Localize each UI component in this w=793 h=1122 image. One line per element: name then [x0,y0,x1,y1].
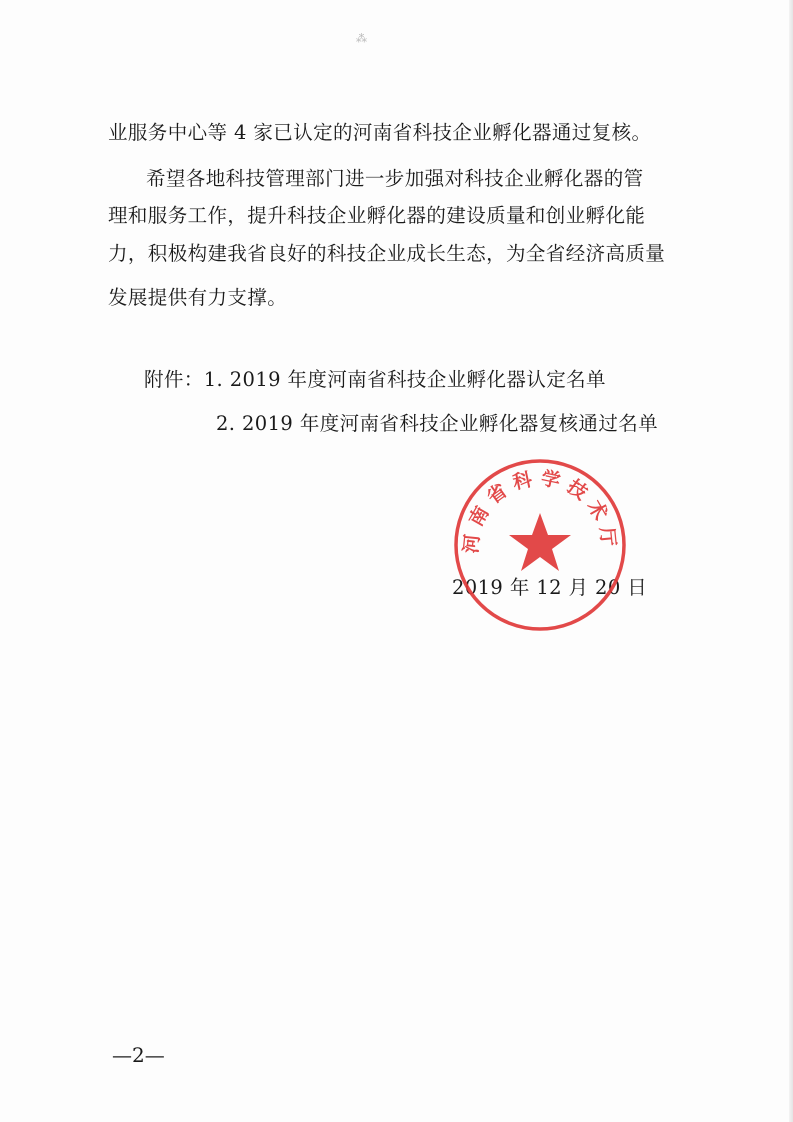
attachment-item-1: 1. 2019 年度河南省科技企业孵化器认定名单 [203,368,606,391]
signature-date: 2019 年 12 月 20 日 [452,576,648,599]
scan-speck: ⁂ [356,32,367,45]
scan-edge [789,0,793,1122]
attachment-2: 2. 2019 年度河南省科技企业孵化器复核通过名单 [216,412,659,435]
seal-star-icon [509,513,571,571]
body-line-4: 力，积极构建我省良好的科技企业成长生态，为全省经济高质量 [108,242,666,265]
attachment-prefix: 附件： [144,368,204,391]
body-line-3: 理和服务工作，提升科技企业孵化器的建设质量和创业孵化能 [108,204,646,227]
seal-text: 河南省科学技术厅 [460,467,620,555]
body-line-1: 业服务中心等 4 家已认定的河南省科技企业孵化器通过复核。 [108,121,652,144]
official-seal [452,457,628,633]
page-number: —2— [112,1043,165,1067]
body-line-5: 发展提供有力支撑。 [108,286,288,309]
body-line-2: 希望各地科技管理部门进一步加强对科技企业孵化器的管 [146,167,644,190]
attachment-1 [144,366,606,394]
seal-ring [456,461,624,629]
